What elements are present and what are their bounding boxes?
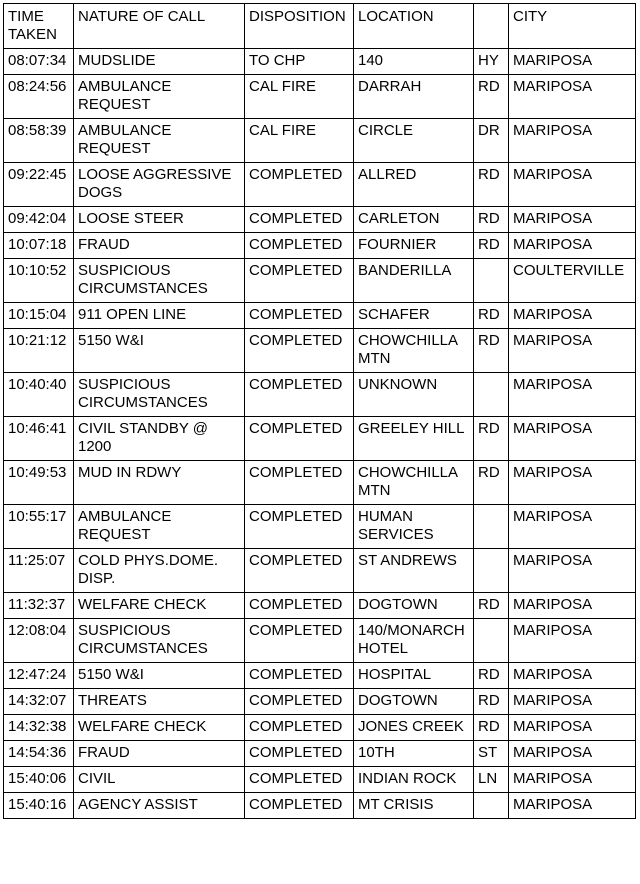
cell-location: DARRAH: [354, 75, 474, 119]
cell-suffix: [474, 259, 509, 303]
table-row: [4, 767, 636, 793]
table-row: [4, 329, 636, 373]
cell-city: MARIPOSA: [509, 233, 636, 259]
cell-nature: AMBULANCE REQUEST: [74, 119, 245, 163]
table-row: [4, 715, 636, 741]
table-row: [4, 303, 636, 329]
cell-location: 140: [354, 49, 474, 75]
cell-time: 10:55:17: [4, 505, 74, 549]
cell-disposition: COMPLETED: [245, 741, 354, 767]
cell-time: 10:46:41: [4, 417, 74, 461]
cell-suffix: RD: [474, 593, 509, 619]
cell-city: MARIPOSA: [509, 619, 636, 663]
cell-suffix: [474, 619, 509, 663]
cell-disposition: COMPLETED: [245, 549, 354, 593]
cell-location: FOURNIER: [354, 233, 474, 259]
table-row: [4, 417, 636, 461]
cell-disposition: COMPLETED: [245, 505, 354, 549]
cell-location: SCHAFER: [354, 303, 474, 329]
cell-city: MARIPOSA: [509, 793, 636, 819]
cell-suffix: RD: [474, 689, 509, 715]
cell-nature: SUSPICIOUS CIRCUMSTANCES: [74, 619, 245, 663]
cell-city: MARIPOSA: [509, 593, 636, 619]
cell-suffix: RD: [474, 715, 509, 741]
cell-city: MARIPOSA: [509, 741, 636, 767]
cell-location: HUMAN SERVICES: [354, 505, 474, 549]
cell-disposition: COMPLETED: [245, 715, 354, 741]
cell-disposition: COMPLETED: [245, 233, 354, 259]
cell-suffix: RD: [474, 75, 509, 119]
cell-time: 14:32:38: [4, 715, 74, 741]
cell-nature: LOOSE STEER: [74, 207, 245, 233]
cell-suffix: RD: [474, 233, 509, 259]
table-row: [4, 119, 636, 163]
cell-nature: SUSPICIOUS CIRCUMSTANCES: [74, 373, 245, 417]
cell-city: MARIPOSA: [509, 163, 636, 207]
header-location: LOCATION: [354, 4, 474, 49]
table-row: [4, 207, 636, 233]
header-disposition: DISPOSITION: [245, 4, 354, 49]
cell-location: CHOWCHILLA MTN: [354, 329, 474, 373]
cell-location: ST ANDREWS: [354, 549, 474, 593]
cell-time: 10:49:53: [4, 461, 74, 505]
cell-time: 14:54:36: [4, 741, 74, 767]
cell-suffix: RD: [474, 163, 509, 207]
cell-suffix: RD: [474, 329, 509, 373]
cell-suffix: [474, 505, 509, 549]
cell-nature: LOOSE AGGRESSIVE DOGS: [74, 163, 245, 207]
table-row: [4, 233, 636, 259]
cell-city: COULTERVILLE: [509, 259, 636, 303]
cell-nature: WELFARE CHECK: [74, 593, 245, 619]
cell-suffix: [474, 373, 509, 417]
cell-disposition: COMPLETED: [245, 461, 354, 505]
cell-time: 15:40:06: [4, 767, 74, 793]
cell-city: MARIPOSA: [509, 303, 636, 329]
cell-location: MT CRISIS: [354, 793, 474, 819]
cell-disposition: COMPLETED: [245, 593, 354, 619]
cell-disposition: COMPLETED: [245, 663, 354, 689]
cell-city: MARIPOSA: [509, 207, 636, 233]
cell-disposition: COMPLETED: [245, 793, 354, 819]
cell-disposition: COMPLETED: [245, 329, 354, 373]
table-row: [4, 689, 636, 715]
cell-time: 10:10:52: [4, 259, 74, 303]
table-row: [4, 49, 636, 75]
table-row: [4, 505, 636, 549]
cell-nature: 911 OPEN LINE: [74, 303, 245, 329]
call-log-body: [4, 49, 636, 819]
header-row: [4, 4, 636, 49]
table-row: [4, 461, 636, 505]
table-row: [4, 793, 636, 819]
cell-nature: MUD IN RDWY: [74, 461, 245, 505]
table-row: [4, 163, 636, 207]
cell-disposition: COMPLETED: [245, 689, 354, 715]
cell-location: HOSPITAL: [354, 663, 474, 689]
table-row: [4, 619, 636, 663]
table-row: [4, 259, 636, 303]
table-row: [4, 75, 636, 119]
cell-disposition: COMPLETED: [245, 303, 354, 329]
cell-city: MARIPOSA: [509, 549, 636, 593]
cell-disposition: COMPLETED: [245, 163, 354, 207]
cell-disposition: COMPLETED: [245, 619, 354, 663]
cell-location: BANDERILLA: [354, 259, 474, 303]
cell-suffix: ST: [474, 741, 509, 767]
cell-suffix: RD: [474, 663, 509, 689]
cell-suffix: DR: [474, 119, 509, 163]
cell-location: INDIAN ROCK: [354, 767, 474, 793]
cell-disposition: COMPLETED: [245, 207, 354, 233]
cell-location: GREELEY HILL: [354, 417, 474, 461]
cell-time: 08:58:39: [4, 119, 74, 163]
cell-time: 10:40:40: [4, 373, 74, 417]
cell-time: 09:42:04: [4, 207, 74, 233]
cell-suffix: LN: [474, 767, 509, 793]
cell-suffix: RD: [474, 461, 509, 505]
cell-disposition: CAL FIRE: [245, 119, 354, 163]
cell-city: MARIPOSA: [509, 715, 636, 741]
cell-time: 08:24:56: [4, 75, 74, 119]
cell-city: MARIPOSA: [509, 663, 636, 689]
cell-nature: SUSPICIOUS CIRCUMSTANCES: [74, 259, 245, 303]
cell-disposition: CAL FIRE: [245, 75, 354, 119]
header-suffix: [474, 4, 509, 49]
cell-city: MARIPOSA: [509, 119, 636, 163]
cell-nature: CIVIL: [74, 767, 245, 793]
table-row: [4, 741, 636, 767]
cell-suffix: HY: [474, 49, 509, 75]
cell-time: 11:25:07: [4, 549, 74, 593]
cell-time: 08:07:34: [4, 49, 74, 75]
cell-nature: THREATS: [74, 689, 245, 715]
cell-disposition: COMPLETED: [245, 373, 354, 417]
cell-time: 09:22:45: [4, 163, 74, 207]
cell-city: MARIPOSA: [509, 329, 636, 373]
cell-city: MARIPOSA: [509, 767, 636, 793]
cell-nature: 5150 W&I: [74, 663, 245, 689]
header-time: TIME TAKEN: [4, 4, 74, 49]
cell-city: MARIPOSA: [509, 49, 636, 75]
header-nature: NATURE OF CALL: [74, 4, 245, 49]
header-city: CITY: [509, 4, 636, 49]
cell-location: CIRCLE: [354, 119, 474, 163]
cell-location: JONES CREEK: [354, 715, 474, 741]
cell-disposition: COMPLETED: [245, 417, 354, 461]
cell-nature: AMBULANCE REQUEST: [74, 505, 245, 549]
table-row: [4, 373, 636, 417]
cell-time: 15:40:16: [4, 793, 74, 819]
cell-time: 14:32:07: [4, 689, 74, 715]
cell-time: 10:21:12: [4, 329, 74, 373]
cell-time: 10:15:04: [4, 303, 74, 329]
cell-city: MARIPOSA: [509, 461, 636, 505]
cell-suffix: [474, 549, 509, 593]
cell-nature: MUDSLIDE: [74, 49, 245, 75]
cell-disposition: COMPLETED: [245, 259, 354, 303]
cell-time: 12:47:24: [4, 663, 74, 689]
cell-time: 12:08:04: [4, 619, 74, 663]
cell-location: UNKNOWN: [354, 373, 474, 417]
cell-suffix: [474, 793, 509, 819]
cell-nature: AMBULANCE REQUEST: [74, 75, 245, 119]
cell-location: CHOWCHILLA MTN: [354, 461, 474, 505]
cell-disposition: COMPLETED: [245, 767, 354, 793]
cell-location: 140/MONARCH HOTEL: [354, 619, 474, 663]
cell-nature: FRAUD: [74, 741, 245, 767]
cell-location: ALLRED: [354, 163, 474, 207]
cell-nature: AGENCY ASSIST: [74, 793, 245, 819]
cell-city: MARIPOSA: [509, 373, 636, 417]
cell-nature: FRAUD: [74, 233, 245, 259]
cell-disposition: TO CHP: [245, 49, 354, 75]
cell-nature: WELFARE CHECK: [74, 715, 245, 741]
cell-city: MARIPOSA: [509, 689, 636, 715]
table-row: [4, 593, 636, 619]
cell-suffix: RD: [474, 417, 509, 461]
cell-location: DOGTOWN: [354, 689, 474, 715]
table-row: [4, 549, 636, 593]
cell-city: MARIPOSA: [509, 75, 636, 119]
cell-city: MARIPOSA: [509, 417, 636, 461]
cell-location: 10TH: [354, 741, 474, 767]
cell-time: 10:07:18: [4, 233, 74, 259]
cell-city: MARIPOSA: [509, 505, 636, 549]
cell-nature: COLD PHYS.DOME. DISP.: [74, 549, 245, 593]
cell-nature: 5150 W&I: [74, 329, 245, 373]
call-log-page: [3, 3, 636, 819]
call-log-table: [3, 3, 636, 819]
table-row: [4, 663, 636, 689]
cell-suffix: RD: [474, 207, 509, 233]
cell-nature: CIVIL STANDBY @ 1200: [74, 417, 245, 461]
cell-location: CARLETON: [354, 207, 474, 233]
cell-suffix: RD: [474, 303, 509, 329]
cell-time: 11:32:37: [4, 593, 74, 619]
cell-location: DOGTOWN: [354, 593, 474, 619]
